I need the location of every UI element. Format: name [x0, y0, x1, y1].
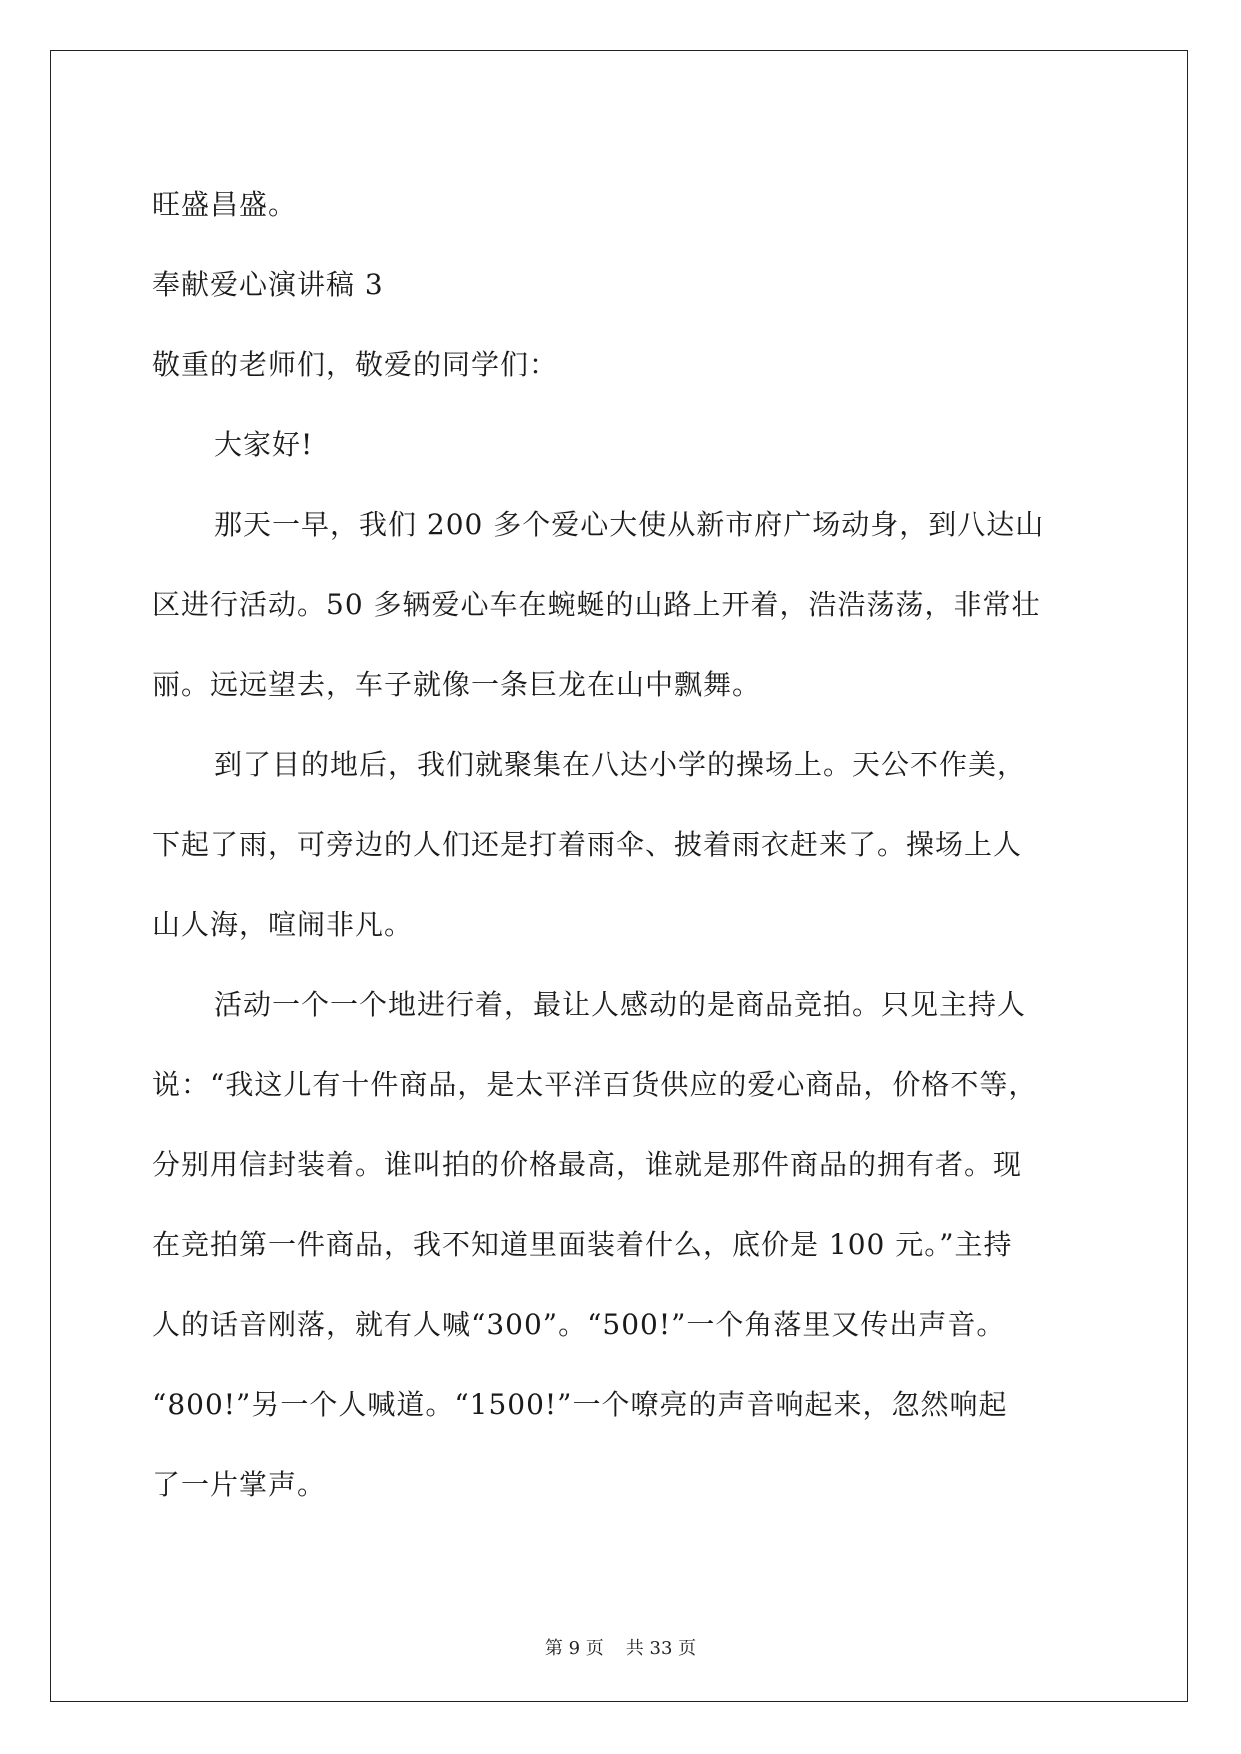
document-body	[152, 165, 1092, 1525]
section-heading: 奉献爱心演讲稿 3	[152, 268, 384, 301]
paragraph-3-line-6: “800!”另一个人喊道。“1500!”一个嘹亮的声音响起来，忽然响起	[152, 1388, 1008, 1421]
paragraph-3-line-1: 活动一个一个地进行着，最让人感动的是商品竞拍。只见主持人	[214, 988, 1027, 1021]
paragraph-1-line-3: 丽。远远望去，车子就像一条巨龙在山中飘舞。	[152, 668, 762, 701]
paragraph-3-line-5: 人的话音刚落，就有人喊“300”。“500!”一个角落里又传出声音。	[152, 1308, 1006, 1341]
paragraph-1-line-1: 那天一早，我们 200 多个爱心大使从新市府广场动身，到八达山	[214, 508, 1045, 541]
paragraph-3-line-7: 了一片掌声。	[152, 1468, 327, 1501]
paragraph-3-line-3: 分别用信封装着。谁叫拍的价格最高，谁就是那件商品的拥有者。现	[152, 1148, 1023, 1181]
paragraph-2-line-1: 到了目的地后，我们就聚集在八达小学的操场上。天公不作美，	[214, 748, 1027, 781]
paragraph-3-line-2: 说：“我这儿有十件商品，是太平洋百货供应的爱心商品，价格不等，	[152, 1068, 1038, 1101]
paragraph-2-line-3: 山人海，喧闹非凡。	[152, 908, 414, 941]
page-footer	[0, 1637, 1241, 1661]
page-number-total: 共 33 页	[625, 1638, 697, 1659]
page-number-current: 第 9 页	[544, 1638, 604, 1659]
salutation: 敬重的老师们，敬爱的同学们：	[152, 348, 559, 381]
text-line: 旺盛昌盛。	[152, 188, 298, 221]
paragraph-1-line-2: 区进行活动。50 多辆爱心车在蜿蜒的山路上开着，浩浩荡荡，非常壮	[152, 588, 1041, 621]
greeting: 大家好!	[214, 428, 314, 461]
paragraph-3-line-4: 在竞拍第一件商品，我不知道里面装着什么，底价是 100 元。”主持	[152, 1228, 1013, 1261]
paragraph-2-line-2: 下起了雨，可旁边的人们还是打着雨伞、披着雨衣赶来了。操场上人	[152, 828, 1023, 861]
